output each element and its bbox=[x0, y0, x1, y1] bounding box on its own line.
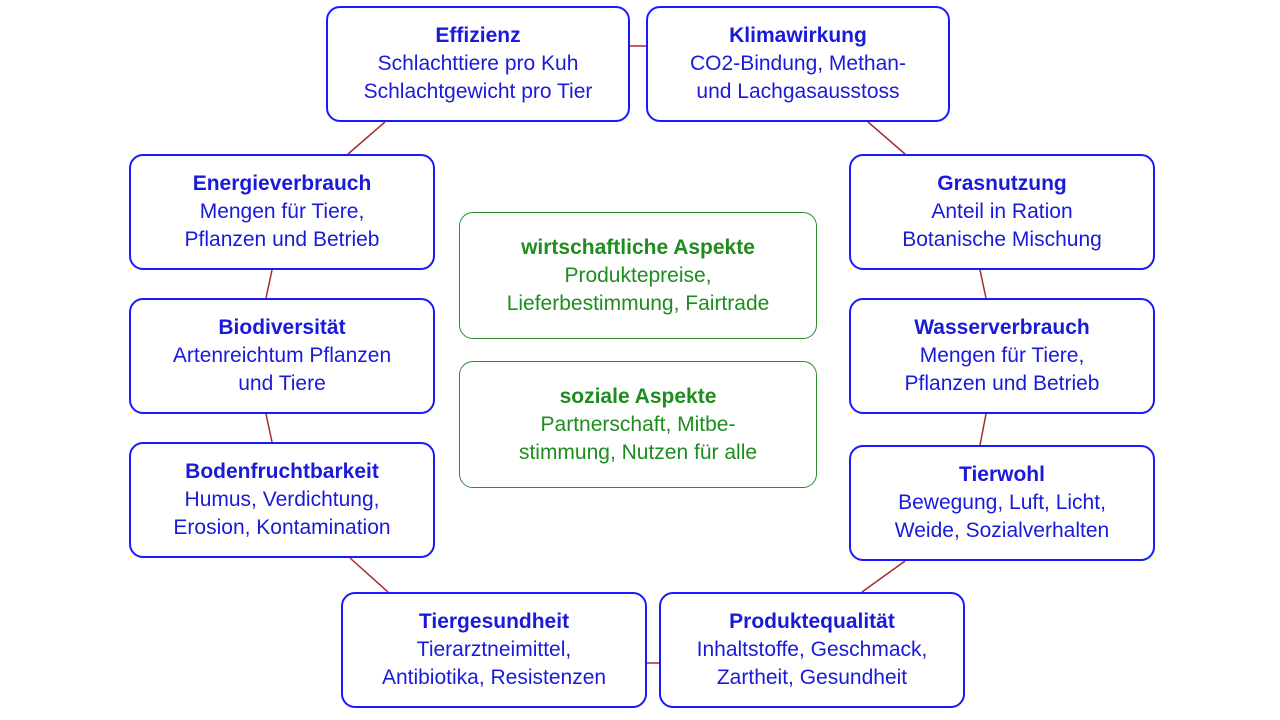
box-line: und Tiere bbox=[238, 372, 326, 395]
box-line: Produktepreise, bbox=[564, 263, 712, 287]
box-line: Bewegung, Luft, Licht, bbox=[898, 491, 1106, 514]
box-title: Tiergesundheit bbox=[418, 610, 570, 633]
box-biodiversitaet bbox=[129, 298, 435, 414]
connector-klimawirkung-grasnutzung bbox=[868, 122, 905, 154]
box-line: Botanische Mischung bbox=[902, 228, 1102, 251]
connector-grasnutzung-wasserverbrauch bbox=[980, 270, 986, 298]
box-line: Schlachtgewicht pro Tier bbox=[363, 80, 593, 103]
box-line: Pflanzen und Betrieb bbox=[904, 372, 1100, 395]
box-grasnutzung bbox=[849, 154, 1155, 270]
box-line: Anteil in Ration bbox=[931, 200, 1073, 223]
box-wirtschaftliche-aspekte bbox=[459, 212, 817, 339]
box-line: Pflanzen und Betrieb bbox=[184, 228, 380, 251]
box-effizienz bbox=[326, 6, 630, 122]
box-bodenfruchtbarkeit bbox=[129, 442, 435, 558]
connector-tiergesundheit-bodenfruchtbarkeit bbox=[350, 558, 388, 592]
box-line: und Lachgasausstoss bbox=[696, 80, 900, 103]
box-title: Energieverbrauch bbox=[192, 172, 372, 195]
box-line: Mengen für Tiere, bbox=[919, 344, 1085, 367]
box-line: Partnerschaft, Mitbe- bbox=[540, 412, 736, 436]
box-title: Bodenfruchtbarkeit bbox=[185, 460, 379, 483]
box-line: Schlachttiere pro Kuh bbox=[377, 52, 579, 75]
box-wasserverbrauch bbox=[849, 298, 1155, 414]
connector-wasserverbrauch-tierwohl bbox=[980, 414, 986, 445]
box-line: CO2-Bindung, Methan- bbox=[690, 52, 906, 75]
connector-tierwohl-produktequalitaet bbox=[862, 561, 905, 592]
box-title: Wasserverbrauch bbox=[914, 316, 1090, 339]
box-line: Erosion, Kontamination bbox=[173, 516, 391, 539]
box-title: Biodiversität bbox=[218, 316, 346, 339]
box-line: Inhaltstoffe, Geschmack, bbox=[696, 638, 928, 661]
box-energieverbrauch bbox=[129, 154, 435, 270]
connector-biodiversitaet-energieverbrauch bbox=[266, 270, 272, 298]
box-tiergesundheit bbox=[341, 592, 647, 708]
box-title: wirtschaftliche Aspekte bbox=[521, 235, 755, 259]
box-line: Tierarztneimittel, bbox=[416, 638, 572, 661]
box-line: Zartheit, Gesundheit bbox=[716, 666, 908, 689]
box-title: Klimawirkung bbox=[729, 24, 867, 47]
box-line: Lieferbestimmung, Fairtrade bbox=[506, 291, 770, 315]
connector-bodenfruchtbarkeit-biodiversitaet bbox=[266, 414, 272, 442]
box-line: stimmung, Nutzen für alle bbox=[518, 440, 758, 464]
box-line: Weide, Sozialverhalten bbox=[894, 519, 1110, 542]
connector-energieverbrauch-effizienz bbox=[348, 122, 385, 154]
box-produktequalitaet bbox=[659, 592, 965, 708]
box-title: soziale Aspekte bbox=[559, 384, 717, 408]
box-tierwohl bbox=[849, 445, 1155, 561]
box-title: Produktequalität bbox=[729, 610, 895, 633]
box-line: Mengen für Tiere, bbox=[199, 200, 365, 223]
box-title: Effizienz bbox=[435, 24, 521, 47]
box-line: Artenreichtum Pflanzen bbox=[172, 344, 392, 367]
box-title: Grasnutzung bbox=[937, 172, 1067, 195]
box-klimawirkung bbox=[646, 6, 950, 122]
box-line: Antibiotika, Resistenzen bbox=[381, 666, 607, 689]
box-line: Humus, Verdichtung, bbox=[184, 488, 380, 511]
box-soziale-aspekte bbox=[459, 361, 817, 488]
box-title: Tierwohl bbox=[959, 463, 1045, 486]
